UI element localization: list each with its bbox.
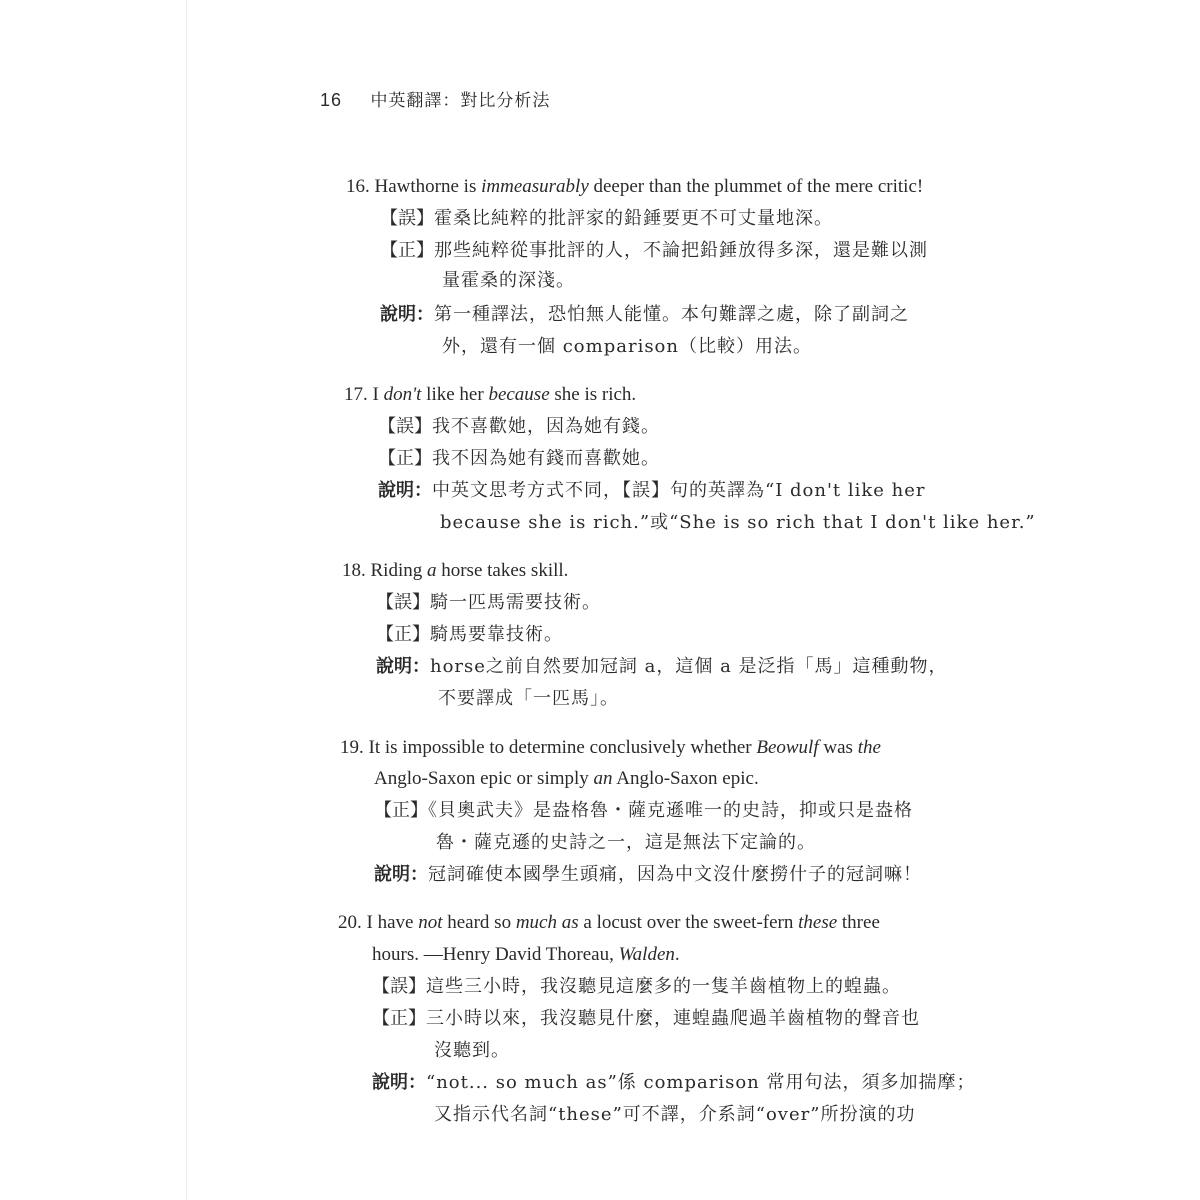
sentence-part: heard so	[442, 912, 516, 933]
note-cont: 又指示代名詞“these”可不譯，介系詞“over”所扮演的功	[434, 1104, 916, 1125]
example-sentence	[342, 560, 568, 582]
example-number: 17.	[344, 384, 368, 405]
note-text: “not... so much as”係 comparison 常用句法，須多加揣摩；	[426, 1072, 976, 1093]
wrong-text: 騎一匹馬需要技術。	[430, 592, 601, 613]
example-sentence	[346, 176, 923, 198]
correct-translation	[374, 800, 913, 822]
wrong-tag: 【誤】	[372, 976, 426, 997]
sentence-emphasis: Beowulf	[756, 737, 819, 758]
sentence-part: Anglo-Saxon epic.	[612, 768, 759, 789]
wrong-text: 霍桑比純粹的批評家的鉛錘要更不可丈量地深。	[434, 208, 833, 229]
note-tag: 說明：	[378, 480, 432, 501]
note-text: 第一種譯法，恐怕無人能懂。本句難譯之處，除了副詞之	[434, 304, 909, 325]
sentence-part: .	[674, 944, 680, 965]
correct-tag: 【正】	[374, 800, 428, 821]
sentence-part: Anglo-Saxon epic or simply	[374, 768, 594, 789]
wrong-tag: 【誤】	[378, 416, 432, 437]
wrong-translation	[378, 416, 660, 438]
correct-translation-cont: 魯・薩克遜的史詩之一，這是無法下定論的。	[436, 832, 816, 853]
wrong-translation	[372, 976, 901, 998]
sentence-emphasis: Walden	[618, 944, 675, 965]
note-text: 中英文思考方式不同，【誤】句的英譯為“I don't like her	[432, 480, 926, 501]
sentence-emphasis: these	[798, 912, 838, 933]
example-sentence	[338, 912, 880, 934]
correct-tag: 【正】	[376, 624, 430, 645]
correct-text: 騎馬要靠技術。	[430, 624, 563, 645]
wrong-text: 我不喜歡她，因為她有錢。	[432, 416, 660, 437]
running-header	[320, 86, 550, 111]
note-tag: 說明：	[380, 304, 434, 325]
note-text: 冠詞確使本國學生頭痛，因為中文沒什麼撈什子的冠詞嘛！	[428, 864, 922, 885]
example-sentence	[344, 384, 636, 406]
wrong-text: 這些三小時，我沒聽見這麼多的一隻羊齒植物上的蝗蟲。	[426, 976, 901, 997]
sentence-emphasis: a	[426, 560, 437, 581]
sentence-emphasis: don't	[383, 384, 422, 405]
correct-translation	[378, 448, 660, 470]
correct-tag: 【正】	[372, 1008, 426, 1029]
sentence-part: Hawthorne is	[374, 176, 482, 197]
example-sentence-cont	[374, 768, 759, 790]
note-cont: because she is rich.”或“She is so rich that I don't like her.”	[440, 512, 1036, 533]
note	[378, 480, 926, 502]
note	[372, 1072, 976, 1094]
running-title: 中英翻譯：對比分析法	[370, 91, 551, 111]
wrong-tag: 【誤】	[376, 592, 430, 613]
example-sentence	[340, 737, 881, 759]
sentence-emphasis: much as	[515, 912, 579, 933]
sentence-part: three	[837, 912, 880, 933]
sentence-emphasis: the	[857, 737, 881, 758]
note-tag: 說明：	[372, 1072, 426, 1093]
correct-translation-cont: 沒聽到。	[434, 1040, 510, 1061]
sentence-part: Riding	[370, 560, 427, 581]
example-number: 16.	[346, 176, 370, 197]
wrong-translation	[380, 208, 833, 230]
correct-translation	[380, 240, 928, 262]
example-number: 18.	[342, 560, 366, 581]
page-number: 16	[320, 90, 343, 110]
sentence-emphasis: immeasurably	[481, 176, 589, 197]
sentence-part: I have	[366, 912, 419, 933]
sentence-part: hours. —Henry David Thoreau,	[372, 944, 619, 965]
correct-translation-cont: 量霍桑的深淺。	[442, 270, 575, 291]
wrong-tag: 【誤】	[380, 208, 434, 229]
sentence-part: deeper than the plummet of the mere critic!	[588, 176, 924, 197]
note	[374, 864, 922, 886]
correct-translation	[372, 1008, 920, 1030]
correct-translation	[376, 624, 563, 646]
sentence-part: she is rich.	[549, 384, 637, 405]
page-gutter-line	[186, 0, 187, 1200]
note-tag: 說明：	[374, 864, 428, 885]
note	[380, 304, 909, 326]
sentence-part: horse takes skill.	[436, 560, 569, 581]
correct-text: 《貝奧武夫》是盎格魯・薩克遜唯一的史詩，抑或只是盎格	[428, 800, 913, 821]
sentence-part: like her	[421, 384, 489, 405]
correct-tag: 【正】	[380, 240, 434, 261]
wrong-translation	[376, 592, 601, 614]
example-number: 19.	[340, 737, 364, 758]
sentence-part: I	[372, 384, 384, 405]
correct-text: 那些純粹從事批評的人，不論把鉛錘放得多深，還是難以測	[434, 240, 928, 261]
correct-text: 三小時以來，我沒聽見什麼，連蝗蟲爬過羊齒植物的聲音也	[426, 1008, 920, 1029]
example-sentence-cont	[372, 944, 680, 966]
note-tag: 說明：	[376, 656, 430, 677]
correct-tag: 【正】	[378, 448, 432, 469]
sentence-emphasis: because	[488, 384, 550, 405]
sentence-emphasis: not	[418, 912, 443, 933]
note-cont: 外，還有一個 comparison（比較）用法。	[442, 336, 812, 357]
sentence-emphasis: an	[593, 768, 613, 789]
sentence-part: was	[818, 737, 858, 758]
example-number: 20.	[338, 912, 362, 933]
note-text: horse之前自然要加冠詞 a，這個 a 是泛指「馬」這種動物，	[430, 656, 948, 677]
sentence-part: a locust over the sweet-fern	[578, 912, 799, 933]
note	[376, 656, 948, 678]
correct-text: 我不因為她有錢而喜歡她。	[432, 448, 660, 469]
note-cont: 不要譯成「一匹馬」。	[438, 688, 619, 709]
sentence-part: It is impossible to determine conclusively whether	[368, 737, 757, 758]
